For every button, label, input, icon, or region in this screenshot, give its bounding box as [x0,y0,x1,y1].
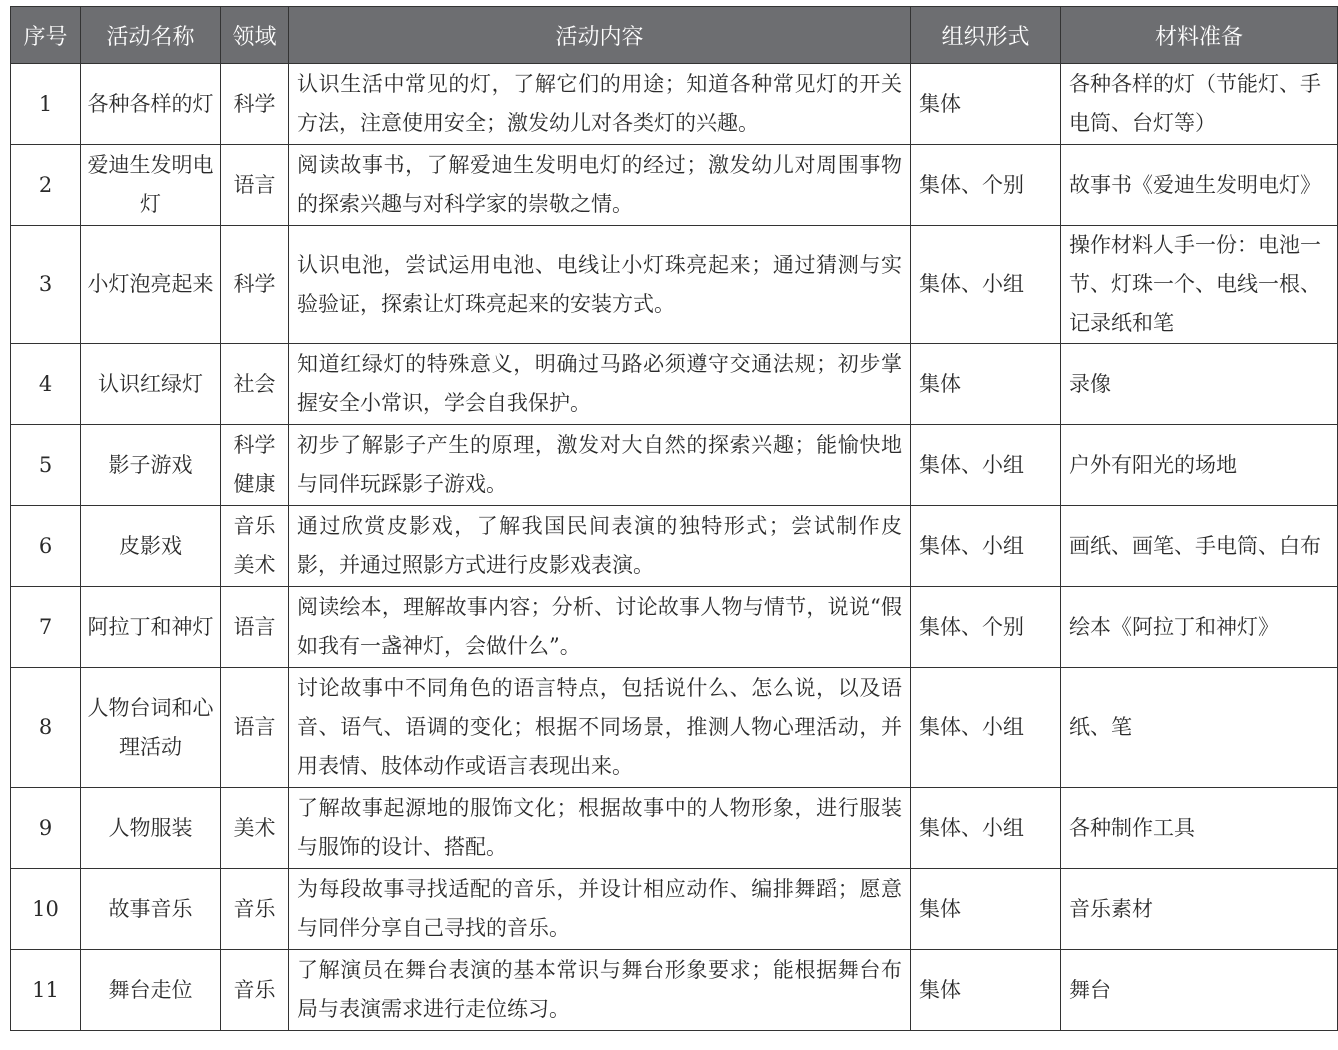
cell-name: 各种各样的灯 [81,64,221,145]
table-row [11,64,1338,145]
cell-content: 认识电池，尝试运用电池、电线让小灯珠亮起来；通过猜测与实验验证，探索让灯珠亮起来的安装方式。 [289,226,911,344]
cell-form: 集体 [911,344,1061,425]
cell-num: 1 [11,64,81,145]
cell-materials: 故事书《爱迪生发明电灯》 [1061,145,1338,226]
cell-form: 集体、个别 [911,145,1061,226]
cell-materials: 绘本《阿拉丁和神灯》 [1061,587,1338,668]
table-row [11,344,1338,425]
cell-num: 2 [11,145,81,226]
cell-form: 集体、小组 [911,788,1061,869]
cell-num: 7 [11,587,81,668]
cell-materials: 纸、笔 [1061,668,1338,788]
cell-area: 语言 [221,587,289,668]
cell-num: 10 [11,869,81,950]
cell-materials: 画纸、画笔、手电筒、白布 [1061,506,1338,587]
cell-name: 人物台词和心理活动 [81,668,221,788]
cell-area: 科学 [221,64,289,145]
cell-area: 社会 [221,344,289,425]
cell-num: 9 [11,788,81,869]
table-row [11,869,1338,950]
cell-name: 认识红绿灯 [81,344,221,425]
cell-num: 4 [11,344,81,425]
cell-content: 了解故事起源地的服饰文化；根据故事中的人物形象，进行服装与服饰的设计、搭配。 [289,788,911,869]
header-area: 领域 [221,7,289,64]
cell-num: 11 [11,950,81,1031]
table-row [11,425,1338,506]
cell-materials: 舞台 [1061,950,1338,1031]
cell-name: 影子游戏 [81,425,221,506]
cell-form: 集体、小组 [911,668,1061,788]
table-row [11,145,1338,226]
table-row [11,506,1338,587]
cell-materials: 操作材料人手一份：电池一节、灯珠一个、电线一根、记录纸和笔 [1061,226,1338,344]
cell-form: 集体、小组 [911,425,1061,506]
cell-num: 8 [11,668,81,788]
table-row [11,226,1338,344]
cell-name: 爱迪生发明电灯 [81,145,221,226]
cell-num: 3 [11,226,81,344]
cell-area: 科学健康 [221,425,289,506]
cell-num: 6 [11,506,81,587]
cell-name: 人物服装 [81,788,221,869]
cell-content: 了解演员在舞台表演的基本常识与舞台形象要求；能根据舞台布局与表演需求进行走位练习。 [289,950,911,1031]
cell-content: 知道红绿灯的特殊意义，明确过马路必须遵守交通法规；初步掌握安全小常识，学会自我保护。 [289,344,911,425]
cell-num: 5 [11,425,81,506]
cell-materials: 音乐素材 [1061,869,1338,950]
cell-form: 集体 [911,64,1061,145]
cell-name: 皮影戏 [81,506,221,587]
cell-area: 科学 [221,226,289,344]
cell-content: 讨论故事中不同角色的语言特点，包括说什么、怎么说，以及语音、语气、语调的变化；根据不同场景，推测人物心理活动，并用表情、肢体动作或语言表现出来。 [289,668,911,788]
cell-form: 集体 [911,869,1061,950]
cell-area: 音乐 [221,950,289,1031]
header-materials: 材料准备 [1061,7,1338,64]
cell-area: 语言 [221,668,289,788]
cell-name: 阿拉丁和神灯 [81,587,221,668]
cell-materials: 各种各样的灯（节能灯、手电筒、台灯等） [1061,64,1338,145]
cell-content: 阅读绘本，理解故事内容；分析、讨论故事人物与情节，说说“假如我有一盏神灯，会做什么”。 [289,587,911,668]
cell-area: 音乐美术 [221,506,289,587]
cell-name: 舞台走位 [81,950,221,1031]
header-content: 活动内容 [289,7,911,64]
table-row [11,668,1338,788]
cell-area: 音乐 [221,869,289,950]
cell-materials: 录像 [1061,344,1338,425]
cell-content: 认识生活中常见的灯，了解它们的用途；知道各种常见灯的开关方法，注意使用安全；激发幼儿对各类灯的兴趣。 [289,64,911,145]
table-row [11,788,1338,869]
header-num: 序号 [11,7,81,64]
cell-materials: 各种制作工具 [1061,788,1338,869]
activity-table [10,6,1338,1031]
header-form: 组织形式 [911,7,1061,64]
cell-area: 语言 [221,145,289,226]
header-row [11,7,1338,64]
cell-materials: 户外有阳光的场地 [1061,425,1338,506]
cell-content: 初步了解影子产生的原理，激发对大自然的探索兴趣；能愉快地与同伴玩踩影子游戏。 [289,425,911,506]
cell-name: 小灯泡亮起来 [81,226,221,344]
cell-content: 为每段故事寻找适配的音乐，并设计相应动作、编排舞蹈；愿意与同伴分享自己寻找的音乐。 [289,869,911,950]
cell-form: 集体、个别 [911,587,1061,668]
header-name: 活动名称 [81,7,221,64]
cell-form: 集体、小组 [911,506,1061,587]
table-row [11,587,1338,668]
cell-content: 通过欣赏皮影戏，了解我国民间表演的独特形式；尝试制作皮影，并通过照影方式进行皮影戏表演。 [289,506,911,587]
table-row [11,950,1338,1031]
cell-form: 集体 [911,950,1061,1031]
cell-content: 阅读故事书，了解爱迪生发明电灯的经过；激发幼儿对周围事物的探索兴趣与对科学家的崇敬之情。 [289,145,911,226]
cell-area: 美术 [221,788,289,869]
cell-form: 集体、小组 [911,226,1061,344]
cell-name: 故事音乐 [81,869,221,950]
